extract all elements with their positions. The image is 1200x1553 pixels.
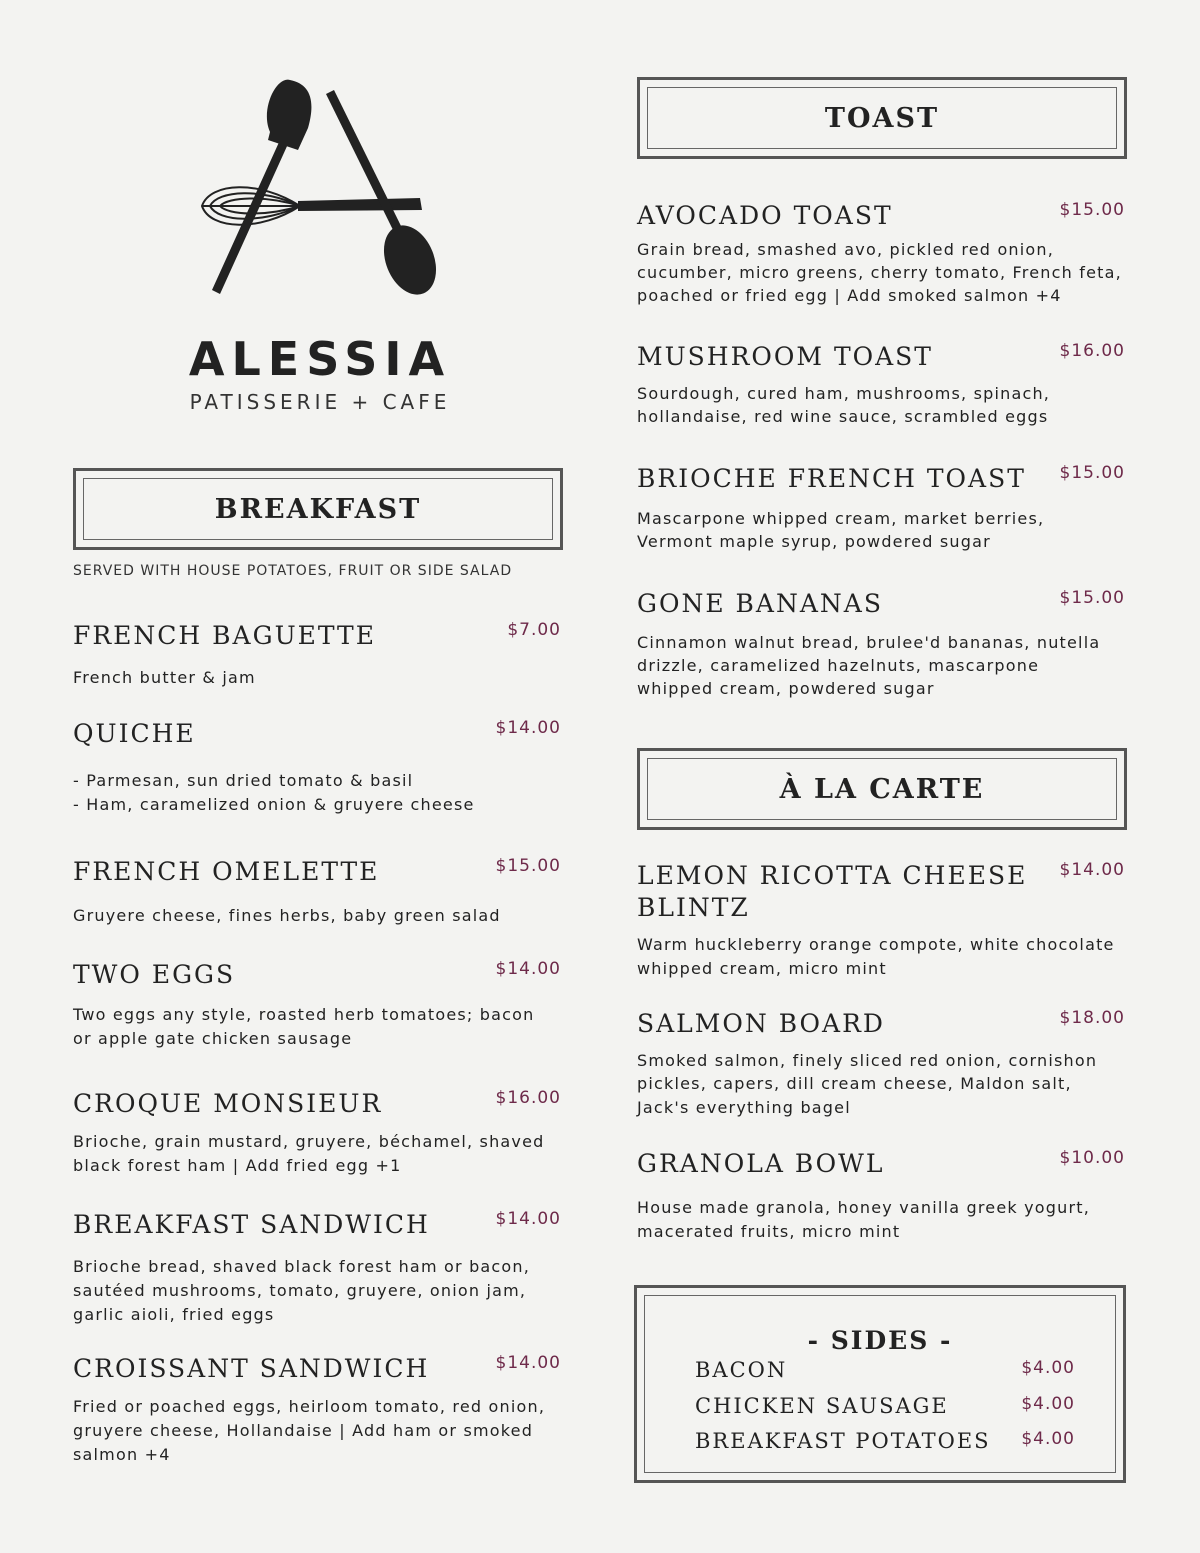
item-name: GONE BANANAS <box>637 589 883 618</box>
menu-item <box>73 959 561 1054</box>
menu-item <box>73 856 561 936</box>
menu-item <box>73 1353 561 1473</box>
item-name: TWO EGGS <box>73 960 236 989</box>
item-desc: Brioche bread, shaved black forest ham or bacon, <box>73 1257 531 1276</box>
item-name: FRENCH OMELETTE <box>73 857 380 886</box>
item-name: MUSHROOM TOAST <box>637 342 933 371</box>
item-name: GRANOLA BOWL <box>637 1149 885 1178</box>
brand-logo <box>140 70 500 420</box>
item-desc: Brioche, grain mustard, gruyere, béchamel, shaved <box>73 1132 545 1151</box>
breakfast-note: SERVED WITH HOUSE POTATOES, FRUIT OR SIDE SALAD <box>73 563 513 579</box>
item-price: $14.00 <box>495 718 561 738</box>
item-price: $15.00 <box>1059 588 1125 608</box>
item-desc: Cinnamon walnut bread, brulee'd bananas, nutella <box>637 633 1101 652</box>
item-desc: House made granola, honey vanilla greek yogurt, <box>637 1198 1091 1217</box>
toast-header <box>637 77 1127 159</box>
item-price: $16.00 <box>1059 341 1125 361</box>
side-name: CHICKEN SAUSAGE <box>695 1394 949 1418</box>
item-desc: whipped cream, micro mint <box>637 959 887 978</box>
item-desc: macerated fruits, micro mint <box>637 1222 901 1241</box>
section-title: BREAKFAST <box>214 493 422 525</box>
item-name: CROQUE MONSIEUR <box>73 1089 383 1118</box>
item-desc: whipped cream, powdered sugar <box>637 679 935 698</box>
menu-item <box>637 463 1125 553</box>
side-name: BACON <box>695 1358 788 1382</box>
item-price: $7.00 <box>507 620 561 640</box>
sides-title: - SIDES - <box>807 1326 953 1355</box>
item-price: $14.00 <box>495 1209 561 1229</box>
item-name: CROISSANT SANDWICH <box>73 1354 430 1383</box>
item-desc: Smoked salmon, finely sliced red onion, cornishon <box>637 1051 1098 1070</box>
item-price: $15.00 <box>1059 463 1125 483</box>
breakfast-header <box>73 468 563 550</box>
menu-item <box>73 1088 561 1183</box>
item-desc: Grain bread, smashed avo, pickled red onion, <box>637 240 1055 259</box>
section-title: TOAST <box>824 102 940 134</box>
item-name: QUICHE <box>73 719 196 748</box>
item-desc: poached or fried egg | Add smoked salmon +4 <box>637 286 1062 305</box>
menu-item <box>637 200 1125 310</box>
brand-subtitle: PATISSERIE + CAFE <box>189 390 451 414</box>
side-item <box>695 1394 1075 1424</box>
menu-item <box>637 341 1125 431</box>
item-desc: Jack's everything bagel <box>637 1098 851 1117</box>
item-desc: French butter & jam <box>73 668 256 687</box>
side-name: BREAKFAST POTATOES <box>695 1429 991 1453</box>
item-name-line-2: BLINTZ <box>637 893 750 922</box>
item-name: BREAKFAST SANDWICH <box>73 1210 430 1239</box>
item-name: FRENCH BAGUETTE <box>73 621 376 650</box>
sides-box <box>634 1285 1126 1483</box>
side-price: $4.00 <box>1021 1358 1075 1378</box>
item-desc: or apple gate chicken sausage <box>73 1029 353 1048</box>
item-desc: hollandaise, red wine sauce, scrambled eggs <box>637 407 1049 426</box>
item-price: $14.00 <box>495 1353 561 1373</box>
item-price: $14.00 <box>495 959 561 979</box>
item-desc: pickles, capers, dill cream cheese, Maldon salt, <box>637 1074 1072 1093</box>
menu-item <box>73 1209 561 1329</box>
item-desc: Warm huckleberry orange compote, white chocolate <box>637 935 1115 954</box>
side-item <box>695 1429 1075 1459</box>
item-desc: black forest ham | Add fried egg +1 <box>73 1156 402 1175</box>
item-desc: cucumber, micro greens, cherry tomato, French feta, <box>637 263 1122 282</box>
side-price: $4.00 <box>1021 1429 1075 1449</box>
menu-item <box>637 860 1125 985</box>
item-desc: Fried or poached eggs, heirloom tomato, red onion, <box>73 1397 546 1416</box>
item-desc: drizzle, caramelized hazelnuts, mascarpone <box>637 656 1040 675</box>
item-desc: Vermont maple syrup, powdered sugar <box>637 532 991 551</box>
item-desc: salmon +4 <box>73 1445 171 1464</box>
side-item <box>695 1358 1075 1388</box>
menu-item <box>73 620 561 700</box>
item-name: LEMON RICOTTA CHEESE <box>637 861 1028 890</box>
item-desc: Mascarpone whipped cream, market berries, <box>637 509 1045 528</box>
item-desc: gruyere cheese, Hollandaise | Add ham or smoked <box>73 1421 534 1440</box>
item-desc: Gruyere cheese, fines herbs, baby green salad <box>73 906 501 925</box>
menu-item <box>637 1008 1125 1123</box>
item-desc: sautéed mushrooms, tomato, gruyere, onion jam, <box>73 1281 527 1300</box>
item-name: SALMON BOARD <box>637 1009 885 1038</box>
section-title: À LA CARTE <box>779 773 985 805</box>
item-desc: Sourdough, cured ham, mushrooms, spinach, <box>637 384 1051 403</box>
item-name: AVOCADO TOAST <box>637 201 893 230</box>
spatula-whisk-spoon-icon <box>190 70 450 300</box>
brand-name: ALESSIA <box>188 332 452 386</box>
side-price: $4.00 <box>1021 1394 1075 1414</box>
item-price: $18.00 <box>1059 1008 1125 1028</box>
item-desc: - Ham, caramelized onion & gruyere cheese <box>73 795 475 814</box>
menu-item <box>637 588 1125 703</box>
item-price: $16.00 <box>495 1088 561 1108</box>
item-price: $10.00 <box>1059 1148 1125 1168</box>
alacarte-header <box>637 748 1127 830</box>
item-price: $15.00 <box>1059 200 1125 220</box>
item-desc: garlic aioli, fried eggs <box>73 1305 275 1324</box>
menu-item <box>73 718 561 828</box>
item-price: $15.00 <box>495 856 561 876</box>
item-desc: - Parmesan, sun dried tomato & basil <box>73 771 414 790</box>
item-price: $14.00 <box>1059 860 1125 880</box>
item-name: BRIOCHE FRENCH TOAST <box>637 464 1026 493</box>
menu-item <box>637 1148 1125 1248</box>
item-desc: Two eggs any style, roasted herb tomatoes; bacon <box>73 1005 535 1024</box>
